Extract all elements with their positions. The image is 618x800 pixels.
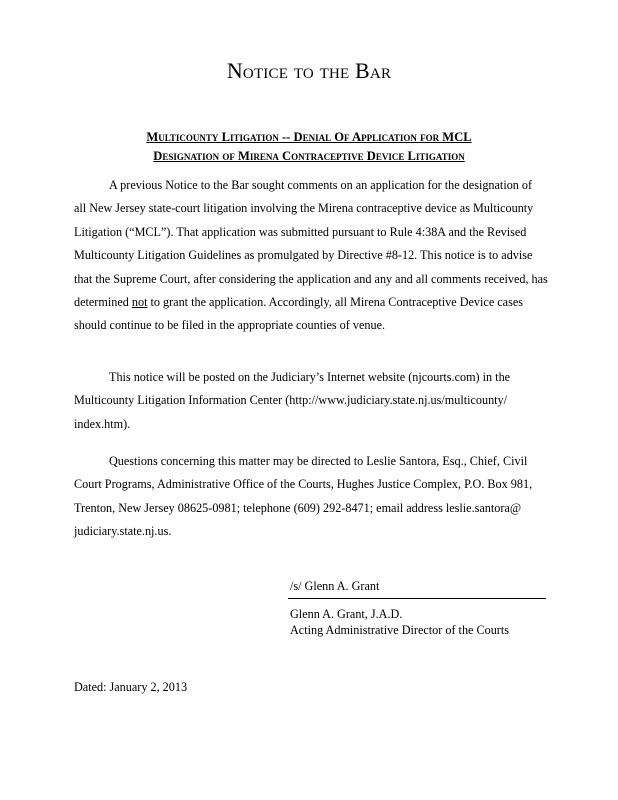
subject-line-1: Multicounty Litigation -- Denial Of Application for MCL: [146, 130, 472, 144]
paragraph-line: all New Jersey state-court litigation involving the Mirena contraceptive device as Multicounty: [74, 201, 534, 216]
paragraph-line: Multicounty Litigation Information Center (http://www.judiciary.state.nj.us/multicounty/: [74, 393, 508, 408]
subject-line-2: Designation of Mirena Contraceptive Device Litigation: [153, 149, 465, 163]
signature-title: Acting Administrative Director of the Courts: [290, 623, 509, 637]
date-line: Dated: January 2, 2013: [74, 680, 188, 694]
paragraph-line: This notice will be posted on the Judiciary’s Internet website (njcourts.com) in the: [109, 370, 511, 384]
page-title: Notice to the Bar: [226, 58, 392, 83]
paragraph-line: that the Supreme Court, after considering the application and any and all comments received, has: [74, 271, 548, 286]
paragraph-line: judiciary.state.nj.us.: [74, 524, 172, 539]
paragraph-website: [74, 366, 554, 436]
text-segment: to grant the application. Accordingly, all Mirena Contraceptive Device cases: [147, 295, 523, 310]
subject-heading: [60, 128, 558, 166]
paragraph-contact: [74, 450, 554, 544]
paragraph-line: Court Programs, Administrative Office of the Courts, Hughes Justice Complex, P.O. Box 981,: [74, 477, 533, 492]
paragraph-line: Multicounty Litigation Guidelines as promulgated by Directive #8-12. This notice is to advise: [74, 248, 533, 263]
text-segment: determined: [74, 295, 132, 310]
paragraph-line: A previous Notice to the Bar sought comments on an application for the designation of: [109, 178, 533, 192]
paragraph-line: index.htm).: [74, 416, 131, 431]
paragraph-decision: [74, 174, 554, 338]
paragraph-line: Trenton, New Jersey 08625-0981; telephone (609) 292-8471; email address leslie.santora@: [74, 500, 522, 515]
paragraph-line: Litigation (“MCL”). That application was submitted pursuant to Rule 4:38A and the Revised: [74, 224, 527, 239]
signature-signed: /s/ Glenn A. Grant: [290, 579, 380, 593]
emphasis-not: not: [131, 295, 148, 310]
paragraph-line: Questions concerning this matter may be directed to Leslie Santora, Esq., Chief, Civil: [109, 454, 528, 468]
paragraph-line: [74, 291, 554, 314]
signature-name: Glenn A. Grant, J.A.D.: [290, 607, 403, 621]
signature-rule: [288, 598, 546, 599]
paragraph-line: should continue to be filed in the appropriate counties of venue.: [74, 318, 386, 333]
